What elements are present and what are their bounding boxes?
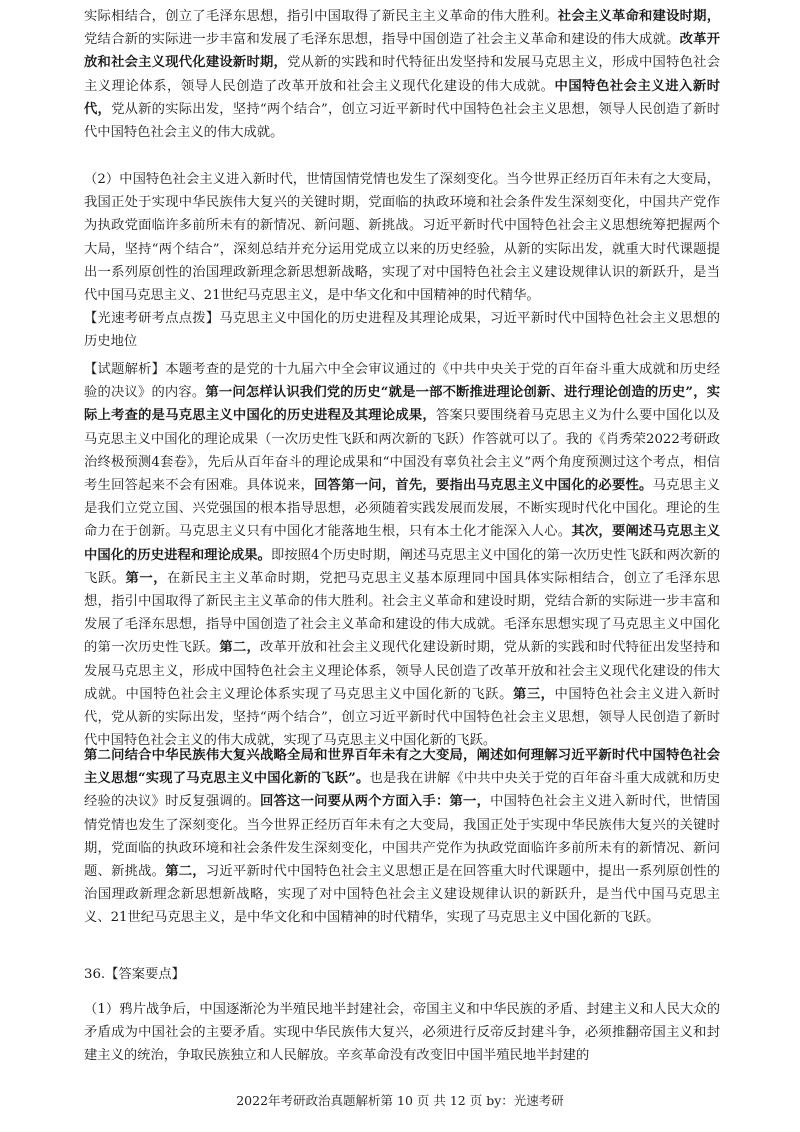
paragraph-text — [84, 5, 720, 144]
text-segment: 马克思主义是我们立党立国、兴党强国的根本指导思想，必须随着实践发展而发展，不断实现时代化中国化。理论的生命力在于创新。马克思主义只有中国化才能落地生根，只有本土化才能深入人心。 — [84, 478, 721, 540]
bold-segment: 回答这一问要从两个方面入手：第一， — [259, 794, 491, 810]
bold-segment: 其次，要阐述马克思主义中国化的历史进程和理论成果。 — [84, 524, 721, 563]
paragraph-text — [84, 963, 720, 986]
bold-segment: 第三， — [512, 686, 555, 702]
text-segment: 习近平新时代中国特色社会主义思想正是在回答重大时代课题中，提出一系列原创性的治国理政新理念新思想新战略，实现了对中国特色社会主义建设规律认识的新跃升，是当代中国马克思主义、21世纪马克思主义，是中华文化和中国精神的时代精华，实现了马克思主义中国化新的飞跃。 — [84, 864, 721, 926]
text-segment: （2）中国特色社会主义进入新时代，世情国情党情也发生了深刻变化。当今世界正经历百年未有之大变局，我国正处于实现中华民族伟大复兴的关键时期，党面临的执政环境和社会条件发生深刻变化，中国共产党作为执政党面临许多前所未有的新情况、新问题、新挑战。习近平新时代中国特色社会主义思想统筹把握两个大局，坚持“两个结合”，深刻总结并充分运用党成立以来的历史经验，从新的实际出发，就重大时代课题提出一系列原创性的治国理政新理念新思想新战略，实现了对中国特色社会主义建设规律认识的新跃升，是当代中国马克思主义、21世纪马克思主义，是中华文化和中国精神的时代精华。 — [84, 172, 720, 304]
text-segment: 在新民主主义革命时期，党把马克思主义基本原理同中国具体实际相结合，创立了毛泽东思想，指引中国取得了新民主主义革命的伟大胜利。社会主义革命和建设时期，党结合新的实际进一步丰富和发展了毛泽东思想，指导中国创造了社会主义革命和建设的伟大成就。毛泽东思想实现了马克思主义中国化的第一次历史性飞跃。 — [84, 570, 721, 656]
paragraph-text — [84, 744, 720, 930]
text-segment: 【光速考研考点点拨】马克思主义中国化的历史进程及其理论成果，习近平新时代中国特色社会主义思想的历史地位 — [84, 311, 720, 350]
bold-segment: 回答第一问，首先，要指出马克思主义中国化的必要性。 — [314, 478, 653, 494]
paragraph-text — [84, 168, 720, 307]
text-segment: （1）鸦片战争后，中国逐渐沦为半殖民地半封建社会，帝国主义和中华民族的矛盾、封建主义和人民大众的矛盾成为中国社会的主要矛盾。实现中华民族伟大复兴，必须进行反帝反封建斗争，必须推翻帝国主义和封建主义的统治，争取民族独立和人民解放。辛亥革命没有改变旧中国半殖民地半封建的 — [84, 1002, 720, 1064]
text-segment: 党从新的实践和时代特征出发坚持和发展马克思主义，形成中国特色社会主义理论体系，领导人民创造了改革开放和社会主义现代化建设的伟大成就。 — [84, 55, 721, 94]
text-segment: 党结合新的实际进一步丰富和发展了毛泽东思想，指导中国创造了社会主义革命和建设的伟大成就。 — [84, 32, 680, 48]
p5 — [84, 744, 720, 930]
text-segment: 中国特色社会主义进入新时代，世情国情党情也发生了深刻变化。当今世界正经历百年未有之大变局，我国正处于实现中华民族伟大复兴的关键时期，党面临的执政环境和社会条件发生深刻变化，中国共产党作为执政党面临许多前所未有的新情况、新问题、新挑战。 — [84, 794, 721, 880]
text-segment: 实际相结合，创立了毛泽东思想，指引中国取得了新民主主义革命的伟大胜利。 — [84, 9, 558, 24]
bold-segment: 第一问怎样认识我们党的历史“就是一部不断推进理论创新、进行理论创造的历史”，实际上考查的是马克思主义中国化的历史进程及其理论成果， — [84, 385, 721, 424]
bold-segment: 中国特色社会主义进入新时代， — [84, 78, 721, 117]
bold-segment: 第二， — [219, 640, 260, 656]
paragraph-text — [84, 358, 720, 752]
bold-segment: 第一， — [125, 570, 168, 586]
bold-segment: 改革开放和社会主义现代化建设新时期， — [84, 32, 721, 71]
text-segment: 也是我在讲解《中共中央关于党的百年奋斗重大成就和历史经验的决议》时反复强调的。 — [84, 771, 720, 810]
p7 — [84, 998, 720, 1068]
bold-segment: 第二问结合中华民族伟大复兴战略全局和世界百年未有之大变局，阐述如何理解习近平新时代中国特色社会主义思想“实现了马克思主义中国化新的飞跃”。 — [84, 748, 720, 787]
paragraph-text — [84, 307, 720, 353]
text-segment: 改革开放和社会主义现代化建设新时期，党从新的实践和时代特征出发坚持和发展马克思主义，形成中国特色社会主义理论体系，领导人民创造了改革开放和社会主义现代化建设的伟大成就。中国特色社会主义理论体系实现了马克思主义中国化新的飞跃。 — [84, 640, 721, 702]
text-segment: 中国特色社会主义进入新时代，党从新的实际出发，坚持“两个结合”，创立习近平新时代中国特色社会主义思想，领导人民创造了新时代中国特色社会主义的伟大成就，实现了马克思主义中国化新的飞跃。 — [84, 686, 721, 749]
p3 — [84, 307, 720, 353]
paragraph-text — [84, 998, 720, 1068]
text-segment: 即按照4个历史时期，阐述马克思主义中国化的第一次历史性飞跃和两次新的飞跃。 — [84, 547, 721, 586]
p2 — [84, 168, 720, 307]
p6 — [84, 963, 720, 986]
bold-segment: 第二， — [165, 864, 206, 880]
text-segment: 答案只要围绕着马克思主义为什么要中国化以及马克思主义中国化的理论成果（一次历史性飞跃和两次新的飞跃）作答就可以了。我的《肖秀荣2022考研政治终极预测4套卷》，先后从百年奋斗的理论成果和“中国没有辜负社会主义”两个角度预测过这个考点，相信考生回答起来不会有困难。具体说来， — [84, 408, 721, 494]
text-segment: 【试题解析】本题考查的是党的十九届六中全会审议通过的《中共中央关于党的百年奋斗重大成就和历史经验的决议》的内容。 — [84, 362, 720, 401]
text-segment: 党从新的实际出发，坚持“两个结合”，创立习近平新时代中国特色社会主义思想，领导人民创造了新时代中国特色社会主义的伟大成就。 — [84, 101, 720, 141]
p1 — [84, 5, 720, 144]
bold-segment: 社会主义革命和建设时期， — [557, 9, 721, 24]
page-footer: 2022年考研政治真题解析第 10 页 共 12 页 by：光速考研 — [236, 1093, 564, 1108]
text-segment: 36.【答案要点】 — [84, 967, 185, 982]
p4 — [84, 358, 720, 752]
